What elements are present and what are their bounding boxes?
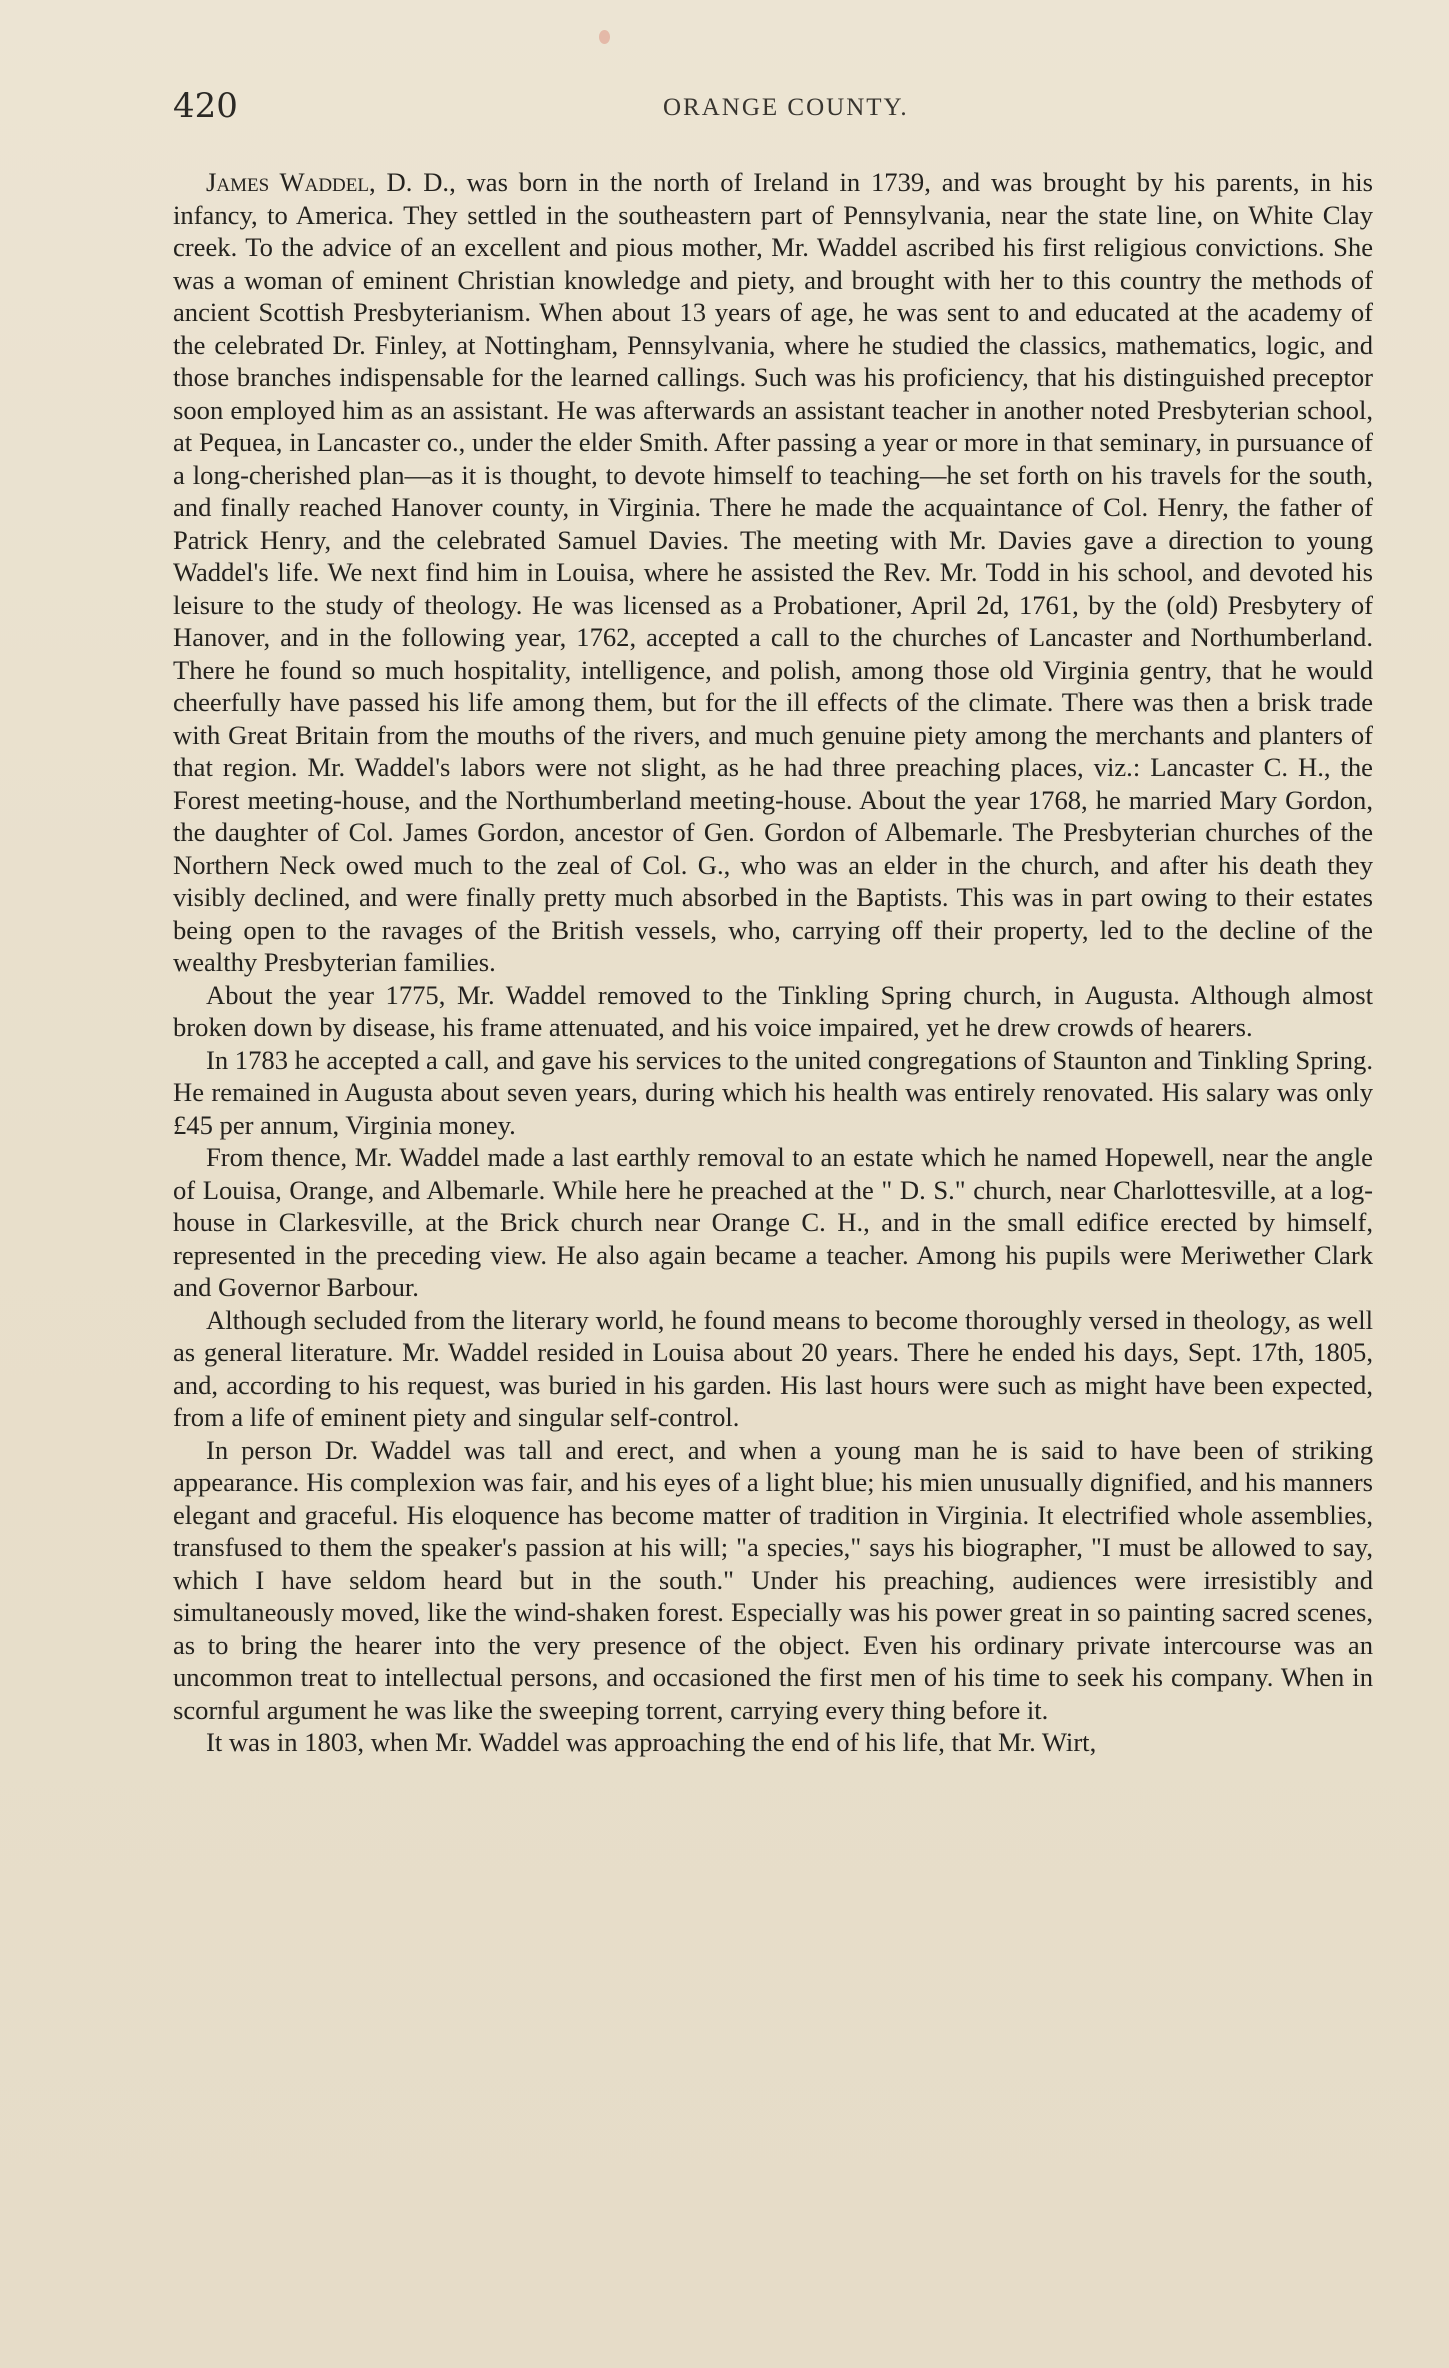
paragraph-2: About the year 1775, Mr. Waddel removed to the Tinkling Spring church, in Augusta. Although almost broken down by disease, his frame attenuated, and his voice impaired, yet he drew crowds of hearers. <box>173 979 1373 1042</box>
ink-spot <box>599 30 610 44</box>
paragraph-4: From thence, Mr. Waddel made a last earthly removal to an estate which he named Hopewell, near the angle of Louisa, Orange, and Albemarle. While here he preached at the " D. S." church, near Charlottesville, at a log-house in Clarkesville, at the Brick church near Orange C. H., and in the small edifice erected by himself, represented in the preceding view. He also again became a teacher. Among his pupils were Meriwether Clark and Governor Barbour. <box>173 1142 1373 1302</box>
paragraph-1 <box>173 166 1373 979</box>
page-header <box>173 86 1373 136</box>
running-title: ORANGE COUNTY. <box>663 94 909 121</box>
paragraph-6: In person Dr. Waddel was tall and erect, and when a young man he is said to have been of striking appearance. His complexion was fair, and his eyes of a light blue; his mien unusually dignified, and his manners elegant and graceful. His eloquence has become matter of tradition in Virginia. It electrified whole assemblies, transfused to them the speaker's passion at his will; "a species," says his biographer, "I must be allowed to say, which I have seldom heard but in the south." Under his preaching, audiences were irresistibly and simultaneously moved, like the wind-shaken forest. Especially was his power great in so painting sacred scenes, as to bring the hearer into the very presence of the object. Even his ordinary private intercourse was an uncommon treat to intellectual persons, and occasioned the first men of his time to seek his company. When in scornful argument he was like the sweeping torrent, carrying every thing before it. <box>173 1434 1373 1725</box>
paragraph-7: It was in 1803, when Mr. Waddel was approaching the end of his life, that Mr. Wirt, <box>206 1727 1097 1757</box>
lead-name: James Waddel <box>206 167 369 197</box>
page-number: 420 <box>173 86 238 126</box>
paragraph-1-text: , D. D., was born in the north of Ireland in 1739, and was brought by his parents, in his infancy, to America. They settled in the southeastern part of Pennsylvania, near the state line, on White Clay creek. To the advice of an excellent and pious mother, Mr. Waddel ascribed his first religious convictions. She was a woman of eminent Christian knowledge and piety, and brought with her to this country the methods of ancient Scottish Presbyterianism. When about 13 years of age, he was sent to and educated at the academy of the celebrated Dr. Finley, at Nottingham, Pennsylvania, where he studied the classics, mathematics, logic, and those branches indispensable for the learned callings. Such was his proficiency, that his distinguished preceptor soon employed him as an assistant. He was afterwards an assistant teacher in another noted Presbyterian school, at Pequea, in Lancaster co., under the elder Smith. After passing a year or more in that seminary, in pursuance of a long-cherished plan—as it is thought, to devote himself to teaching—he set forth on his travels for the south, and finally reached Hanover county, in Virginia. There he made the acquaintance of Col. Henry, the father of Patrick Henry, and the celebrated Samuel Davies. The meeting with Mr. Davies gave a direction to young Waddel's life. We next find him in Louisa, where he assisted the Rev. Mr. Todd in his school, and devoted his leisure to the study of theology. He was licensed as a Probationer, April 2d, 1761, by the (old) Presbytery of Hanover, and in the following year, 1762, accepted a call to the churches of Lancaster and Northumberland. There he found so much hospitality, intelligence, and polish, among those old Virginia gentry, that he would cheerfully have passed his life among them, but for the ill effects of the climate. There was then a brisk trade with Great Britain from the mouths of the rivers, and much genuine piety among the merchants and planters of that region. Mr. Waddel's labors were not slight, as he had three preaching places, viz.: Lancaster C. H., the Forest meeting-house, and the Northumberland meeting-house. About the year 1768, he married Mary Gordon, the daughter of Col. James Gordon, ancestor of Gen. Gordon of Albemarle. The Presbyterian churches of the Northern Neck owed much to the zeal of Col. G., who was an elder in the church, and after his death they visibly declined, and were finally pretty much absorbed in the Baptists. This was in part owing to their estates being open to the ravages of the British vessels, who, carrying off their property, led to the decline of the wealthy Presbyterian families. <box>173 167 1373 977</box>
body-text <box>173 166 1373 1759</box>
paragraph-3: In 1783 he accepted a call, and gave his services to the united congregations of Staunton and Tinkling Spring. He remained in Augusta about seven years, during which his health was entirely renovated. His salary was only £45 per annum, Virginia money. <box>173 1044 1373 1140</box>
paragraph-5: Although secluded from the literary world, he found means to become thoroughly versed in theology, as well as general literature. Mr. Waddel resided in Louisa about 20 years. There he ended his days, Sept. 17th, 1805, and, according to his request, was buried in his garden. His last hours were such as might have been expected, from a life of eminent piety and singular self-control. <box>173 1304 1373 1432</box>
